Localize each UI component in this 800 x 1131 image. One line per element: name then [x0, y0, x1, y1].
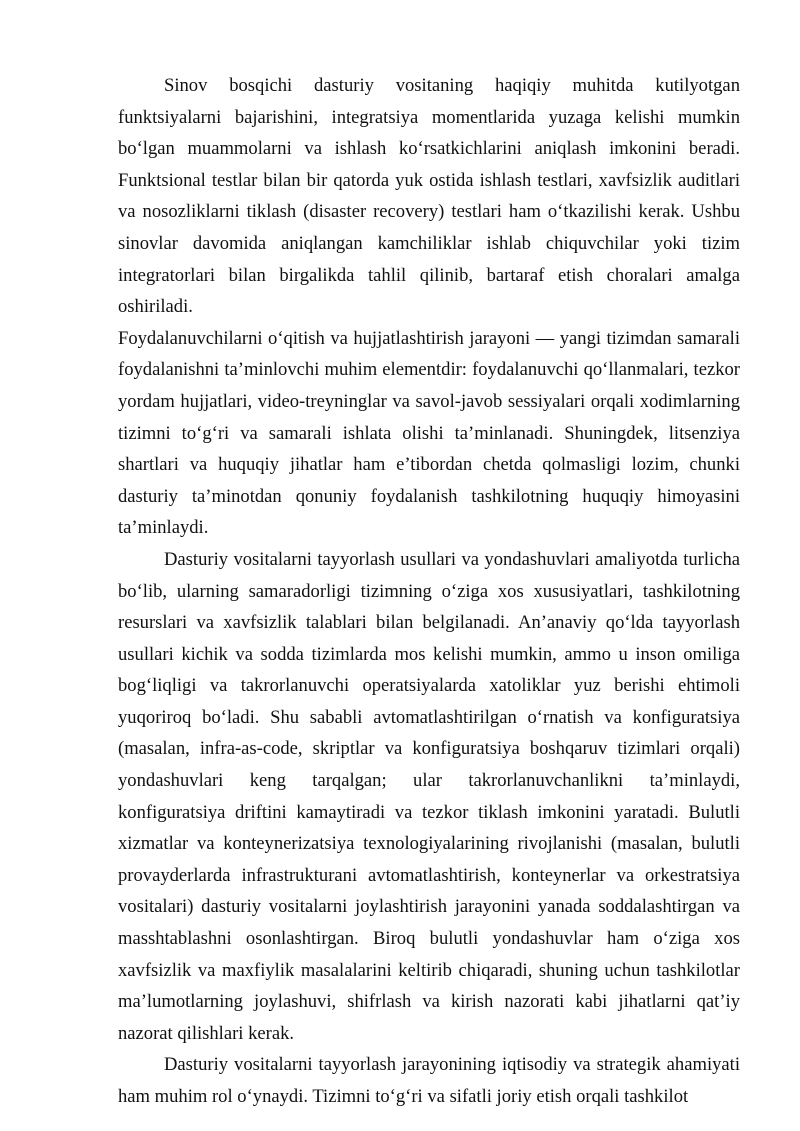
paragraph-economic-importance: Dasturiy vositalarni tayyorlash jarayonining iqtisodiy va strategik ahamiyati ham muhim rol o‘ynaydi. Tizimni to‘g‘ri va sifatli joriy etish orqali tashkilot [118, 1054, 740, 1107]
paragraph-deployment-approaches: Dasturiy vositalarni tayyorlash usullari va yondashuvlari amaliyotda turlicha bo‘lib, ularning samaradorligi tizimning o‘ziga xos xususiyatlari, tashkilotning resurslari va xavfsizlik talablari bilan belgilanadi. An’anaviy qo‘lda tayyorlash usullari kichik va sodda tizimlarda mos kelishi mumkin, ammo u inson omiliga bog‘liqligi va takrorlanuvchi operatsiyalarda xatoliklar yuz berishi ehtimoli yuqoriroq bo‘ladi. Shu sababli avtomatlashtirilgan o‘rnatish va konfiguratsiya (masalan, infra-as-code, skriptlar va konfiguratsiya boshqaruv tizimlari orqali) yondashuvlari keng tarqalgan; ular takrorlanuvchanlikni ta’minlaydi, konfiguratsiya driftini kamaytiradi va tezkor tiklash imkonini yaratadi. Bulutli xizmatlar va konteynerizatsiya texnologiyalarining rivojlanishi (masalan, bulutli provayderlarda infrastrukturani avtomatlashtirish, konteynerlar va orkestratsiya vositalari) dasturiy vositalarni joylashtirish jarayonini yanada soddalashtirgan va masshtablashni osonlashtirgan. Biroq bulutli yondashuvlar ham o‘ziga xos xavfsizlik va maxfiylik masalalarini keltirib chiqaradi, shuning uchun tashkilotlar ma’lumotlarning joylashuvi, shifrlash va kirish nazorati kabi jihatlarni qat’iy nazorat qilishlari kerak. [118, 548, 740, 1044]
paragraph-user-training: Foydalanuvchilarni o‘qitish va hujjatlashtirish jarayoni — yangi tizimdan samarali foydalanishni ta’minlovchi muhim elementdir: foydalanuvchi qo‘llanmalari, tezkor yordam hujjatlari, video-treyninglar va savol-javob sessiyalari orqali xodimlarning tizimni to‘g‘ri va samarali ishlata olishi ta’minlanadi. Shuningdek, litsenziya shartlari va huquqiy jihatlar ham e’tibordan chetda qolmasligi lozim, chunki dasturiy ta’minotdan qonuniy foydalanish tashkilotning huquqiy himoyasini ta’minlaydi. [118, 327, 740, 539]
paragraph-testing: Sinov bosqichi dasturiy vositaning haqiqiy muhitda kutilyotgan funktsiyalarni bajarishini, integratsiya momentlarida yuzaga kelishi mumkin bo‘lgan muammolarni va ishlash ko‘rsatkichlarini aniqlash imkonini beradi. Funktsional testlar bilan bir qatorda yuk ostida ishlash testlari, xavfsizlik auditlari va nosozliklarni tiklash (disaster recovery) testlari ham o‘tkazilishi kerak. Ushbu sinovlar davomida aniqlangan kamchiliklar ishlab chiquvchilar yoki tizim integratorlari bilan birgalikda tahlil qilinib, bartaraf etish choralari amalga oshiriladi. [118, 75, 740, 318]
